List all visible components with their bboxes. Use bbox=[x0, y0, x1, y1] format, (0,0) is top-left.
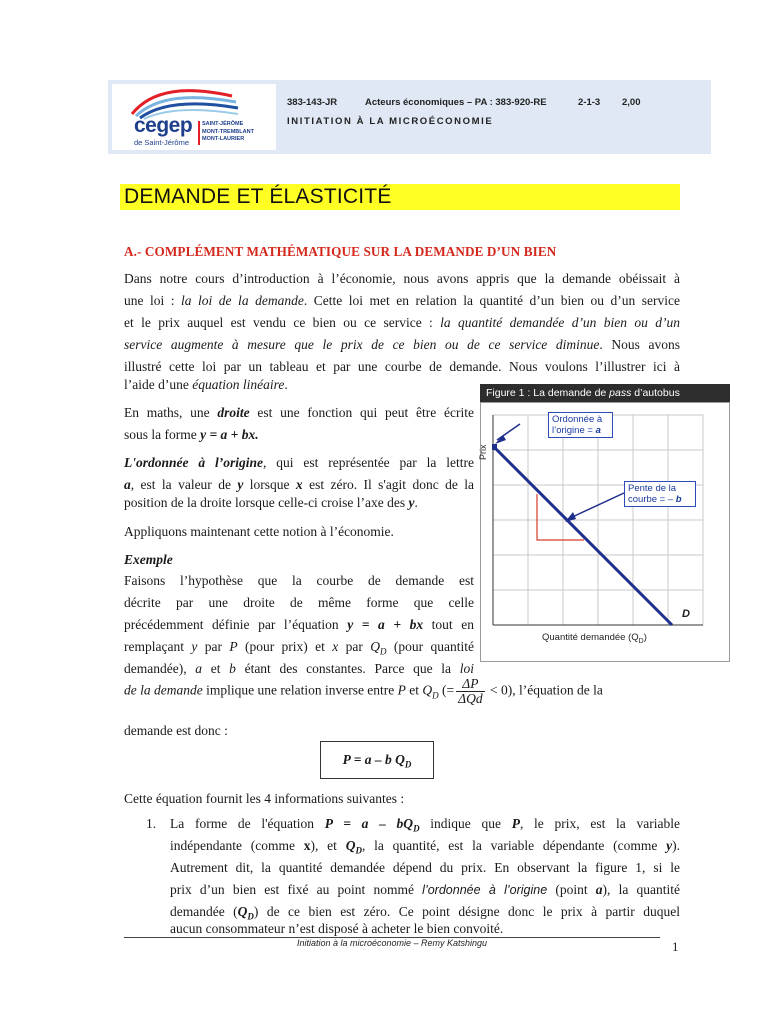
equation-text: P = a – b Q bbox=[342, 752, 405, 767]
callout-var-b: b bbox=[675, 494, 682, 505]
ordonnee-term: L'ordonnée à l’origine bbox=[124, 455, 263, 470]
exemple-text: implique une relation inverse entre bbox=[202, 682, 398, 698]
loi-demande-term: la loi de la demande bbox=[181, 293, 304, 308]
ordonnee-text: , est la valeur de bbox=[130, 477, 238, 492]
var-q-sub: D bbox=[380, 646, 387, 657]
exemple-text: < 0), l’équation de la bbox=[486, 682, 603, 698]
ordonnee-text: est zéro. Il s'agit donc de la bbox=[302, 477, 474, 492]
droite-formula: y = a + bx. bbox=[200, 427, 259, 442]
intro-text: Dans notre cours d’introduction à l’économie, nous avons appris que la demande obéissait à bbox=[124, 271, 680, 286]
chart-grid bbox=[493, 415, 703, 625]
logo-campus-1: SAINT-JÉRÔME bbox=[202, 121, 244, 127]
exemple-text: (pour prix) et bbox=[237, 639, 333, 654]
exemple-text: étant des constantes. Parce que la bbox=[235, 661, 460, 676]
callout2-arrow bbox=[568, 493, 624, 519]
info-text: ) de ce bien est zéro. Ce point désigne donc le prix à partir duquel bbox=[253, 904, 680, 919]
x-axis-label bbox=[542, 632, 647, 645]
figure-title bbox=[480, 384, 730, 402]
var-a: a bbox=[195, 661, 203, 676]
exemple-line-3 bbox=[124, 614, 474, 636]
callout-ordonnee bbox=[548, 412, 613, 438]
logo-divider bbox=[198, 121, 200, 145]
intercept-marker bbox=[492, 444, 497, 450]
y-axis-label: Prix bbox=[478, 444, 488, 460]
var-b: b bbox=[229, 661, 236, 676]
equation-lineaire-term: équation linéaire bbox=[192, 377, 285, 392]
var-a: a bbox=[124, 477, 131, 492]
info-line-6: aucun consommateur n’est disposé à acheter le bien convoité. bbox=[170, 921, 504, 936]
var-q-sub: D bbox=[355, 845, 362, 856]
course-ponderation: 2-1-3 bbox=[578, 97, 601, 108]
intro-line-1 bbox=[124, 268, 680, 290]
delta-fraction bbox=[456, 677, 484, 706]
callout-pente bbox=[624, 481, 696, 507]
var-x: x bbox=[303, 838, 311, 853]
ordonnee-line-3 bbox=[124, 492, 418, 514]
exemple-text: remplaçant bbox=[124, 639, 192, 654]
logo-campus-3: MONT-LAURIER bbox=[202, 136, 245, 142]
info-text: ), et bbox=[310, 838, 346, 853]
var-q: Q bbox=[237, 904, 248, 919]
var-y: y bbox=[191, 639, 198, 654]
callout-pente-l1: Pente de la bbox=[628, 483, 677, 494]
loi-demande-def: la quantité demandée d’un bien ou d’un bbox=[440, 315, 680, 330]
intro-line-6 bbox=[124, 374, 288, 396]
info-text: , le prix, est la variable bbox=[519, 816, 680, 831]
x-axis-sub: D bbox=[638, 637, 644, 645]
var-q-sub: D bbox=[432, 690, 439, 701]
intro-text: . Nous avons bbox=[599, 337, 681, 352]
exemple-line-1: Faisons l’hypothèse que la courbe de demande est bbox=[124, 573, 474, 588]
course-credits: 2,00 bbox=[622, 97, 641, 108]
intro-text: . Cette loi met en relation la quantité d’un bien ou d’un service bbox=[303, 293, 680, 308]
var-q: Q bbox=[370, 639, 381, 654]
exemple-text: tout en bbox=[423, 617, 474, 632]
exemple-heading: Exemple bbox=[124, 552, 173, 567]
exemple-text: précédemment définie par l’équation bbox=[124, 617, 348, 632]
callout-text: courbe = – bbox=[628, 494, 676, 505]
callout-ordonnee-l1: Ordonnée à bbox=[552, 414, 603, 425]
droite-text: est une fonction qui peut être écrite bbox=[249, 405, 474, 420]
exemple-text: par bbox=[338, 639, 371, 654]
logo-campuses bbox=[202, 121, 254, 144]
info-formula-sub: D bbox=[413, 823, 420, 834]
info-formula: P = a – bQ bbox=[324, 816, 414, 831]
droite-line-2 bbox=[124, 424, 259, 446]
info-line-3: Autrement dit, la quantité demandée dépend du prix. En observant la figure 1, si le bbox=[170, 860, 680, 875]
var-y: y bbox=[408, 495, 415, 510]
infos-intro: Cette équation fournit les 4 informations suivantes : bbox=[124, 791, 405, 806]
droite-text: En maths, une bbox=[124, 405, 218, 420]
var-a: a bbox=[595, 882, 603, 897]
intro-line-2 bbox=[124, 290, 680, 312]
course-code: 383-143-JR bbox=[287, 97, 338, 108]
figure-title-text: d’autobus bbox=[631, 387, 680, 399]
info-text: demandée ( bbox=[170, 904, 238, 919]
info-text: ). bbox=[672, 838, 681, 853]
figure-title-text: Figure 1 : La demande de bbox=[486, 387, 610, 399]
logo-campus-2: MONT-TREMBLANT bbox=[202, 128, 254, 135]
info-text: indique que bbox=[419, 816, 512, 831]
demand-chart bbox=[480, 402, 730, 662]
info-text: , la quantité, est la variable dépendante (comme bbox=[361, 838, 667, 853]
ordonnee-text: position de la droite lorsque celle-ci croise l’axe des bbox=[124, 495, 409, 510]
exemple-line-2: décrite par une droite de même forme que celle bbox=[124, 595, 474, 610]
var-p: P bbox=[229, 639, 238, 654]
exemple-line-6 bbox=[124, 677, 680, 707]
x-axis-text: Quantité demandée (Q bbox=[542, 632, 639, 643]
loi-demande-def: service augmente à mesure que le prix de ce bien ou de ce service diminue bbox=[124, 337, 600, 352]
info-text: La forme de l'équation bbox=[170, 816, 325, 831]
ordonnee-text: . bbox=[414, 495, 418, 510]
loi-term: loi bbox=[459, 661, 474, 676]
droite-text: sous la forme bbox=[124, 427, 201, 442]
callout1-arrow bbox=[497, 424, 520, 440]
var-q: Q bbox=[345, 838, 356, 853]
callout1-arrowhead bbox=[495, 435, 506, 444]
exemple-line-7: demande est donc : bbox=[124, 723, 228, 738]
exemple-text: et bbox=[202, 661, 230, 676]
figure-title-pass: pass bbox=[609, 387, 632, 399]
ordonnee-line-1 bbox=[124, 452, 474, 474]
var-y: y bbox=[666, 838, 673, 853]
exemple-text: par bbox=[197, 639, 230, 654]
footer-text: Initiation à la microéconomie – Remy Katshingu bbox=[296, 938, 488, 948]
logo-brand: cegep bbox=[134, 114, 193, 137]
loi-term: de la demande bbox=[124, 682, 203, 698]
intro-line-4 bbox=[124, 334, 680, 356]
intro-text: l’aide d’une bbox=[124, 377, 193, 392]
callout-pente-l2 bbox=[628, 494, 692, 505]
exemple-text: demandée), bbox=[124, 661, 196, 676]
page-number: 1 bbox=[672, 939, 679, 954]
var-x: x bbox=[332, 639, 339, 654]
x-axis-text: ) bbox=[643, 632, 647, 643]
info-line-4 bbox=[170, 879, 680, 902]
exemple-text: (pour quantité bbox=[386, 639, 474, 654]
ordonnee-text: , qui est représentée par la lettre bbox=[263, 455, 474, 470]
course-subtitle: INITIATION À LA MICROÉCONOMIE bbox=[287, 116, 494, 127]
logo-sub: de Saint-Jérôme bbox=[134, 138, 190, 147]
demand-curve bbox=[493, 446, 672, 625]
fraction-denominator: ΔQd bbox=[458, 691, 483, 706]
intro-text: illustré cette loi par un tableau et par une courbe de demande. Nous voulons l’illustrer ici à bbox=[124, 359, 680, 374]
intro-text: . bbox=[284, 377, 288, 392]
list-number: 1. bbox=[146, 816, 157, 831]
info-text: ), la quantité bbox=[602, 882, 680, 897]
ordonnee-term: l’ordonnée à l’origine bbox=[422, 883, 548, 897]
droite-term: droite bbox=[217, 405, 250, 420]
intro-line-3 bbox=[124, 312, 680, 334]
course-name: Acteurs économiques – PA : 383-920-RE bbox=[365, 97, 547, 108]
ordonnee-text: lorsque bbox=[243, 477, 296, 492]
var-p: P bbox=[397, 682, 406, 698]
exemple-text: (= bbox=[438, 682, 455, 698]
callout-text: l’origine = bbox=[552, 425, 596, 436]
info-text: (point bbox=[547, 882, 596, 897]
var-q-sub: D bbox=[247, 911, 254, 922]
info-text: indépendante (comme bbox=[170, 838, 304, 853]
var-p: P bbox=[511, 816, 520, 831]
var-q: Q bbox=[422, 682, 433, 698]
var-y: y bbox=[237, 477, 244, 492]
curve-label: D bbox=[682, 608, 690, 620]
fraction-numerator: ΔP bbox=[456, 677, 484, 692]
intro-text: une loi : bbox=[124, 293, 182, 308]
callout-var-a: a bbox=[595, 425, 601, 436]
exemple-formula: y = a + bx bbox=[347, 617, 424, 632]
callout-ordonnee-l2 bbox=[552, 425, 609, 436]
droite-line-1 bbox=[124, 402, 474, 424]
exemple-text: et bbox=[405, 682, 423, 698]
var-x: x bbox=[295, 477, 303, 492]
demand-equation-box bbox=[320, 741, 434, 779]
info-text: prix d’un bien est fixé au point nommé bbox=[170, 882, 423, 897]
intro-text: et le prix auquel est vendu ce bien ou ce service : bbox=[124, 315, 441, 330]
equation-sub: D bbox=[404, 759, 412, 770]
page-title: DEMANDE ET ÉLASTICITÉ bbox=[124, 185, 392, 208]
slope-triangle bbox=[537, 494, 584, 540]
section-heading: A.- COMPLÉMENT MATHÉMATIQUE SUR LA DEMANDE D’UN BIEN bbox=[124, 244, 557, 259]
application-line: Appliquons maintenant cette notion à l’économie. bbox=[124, 524, 394, 539]
